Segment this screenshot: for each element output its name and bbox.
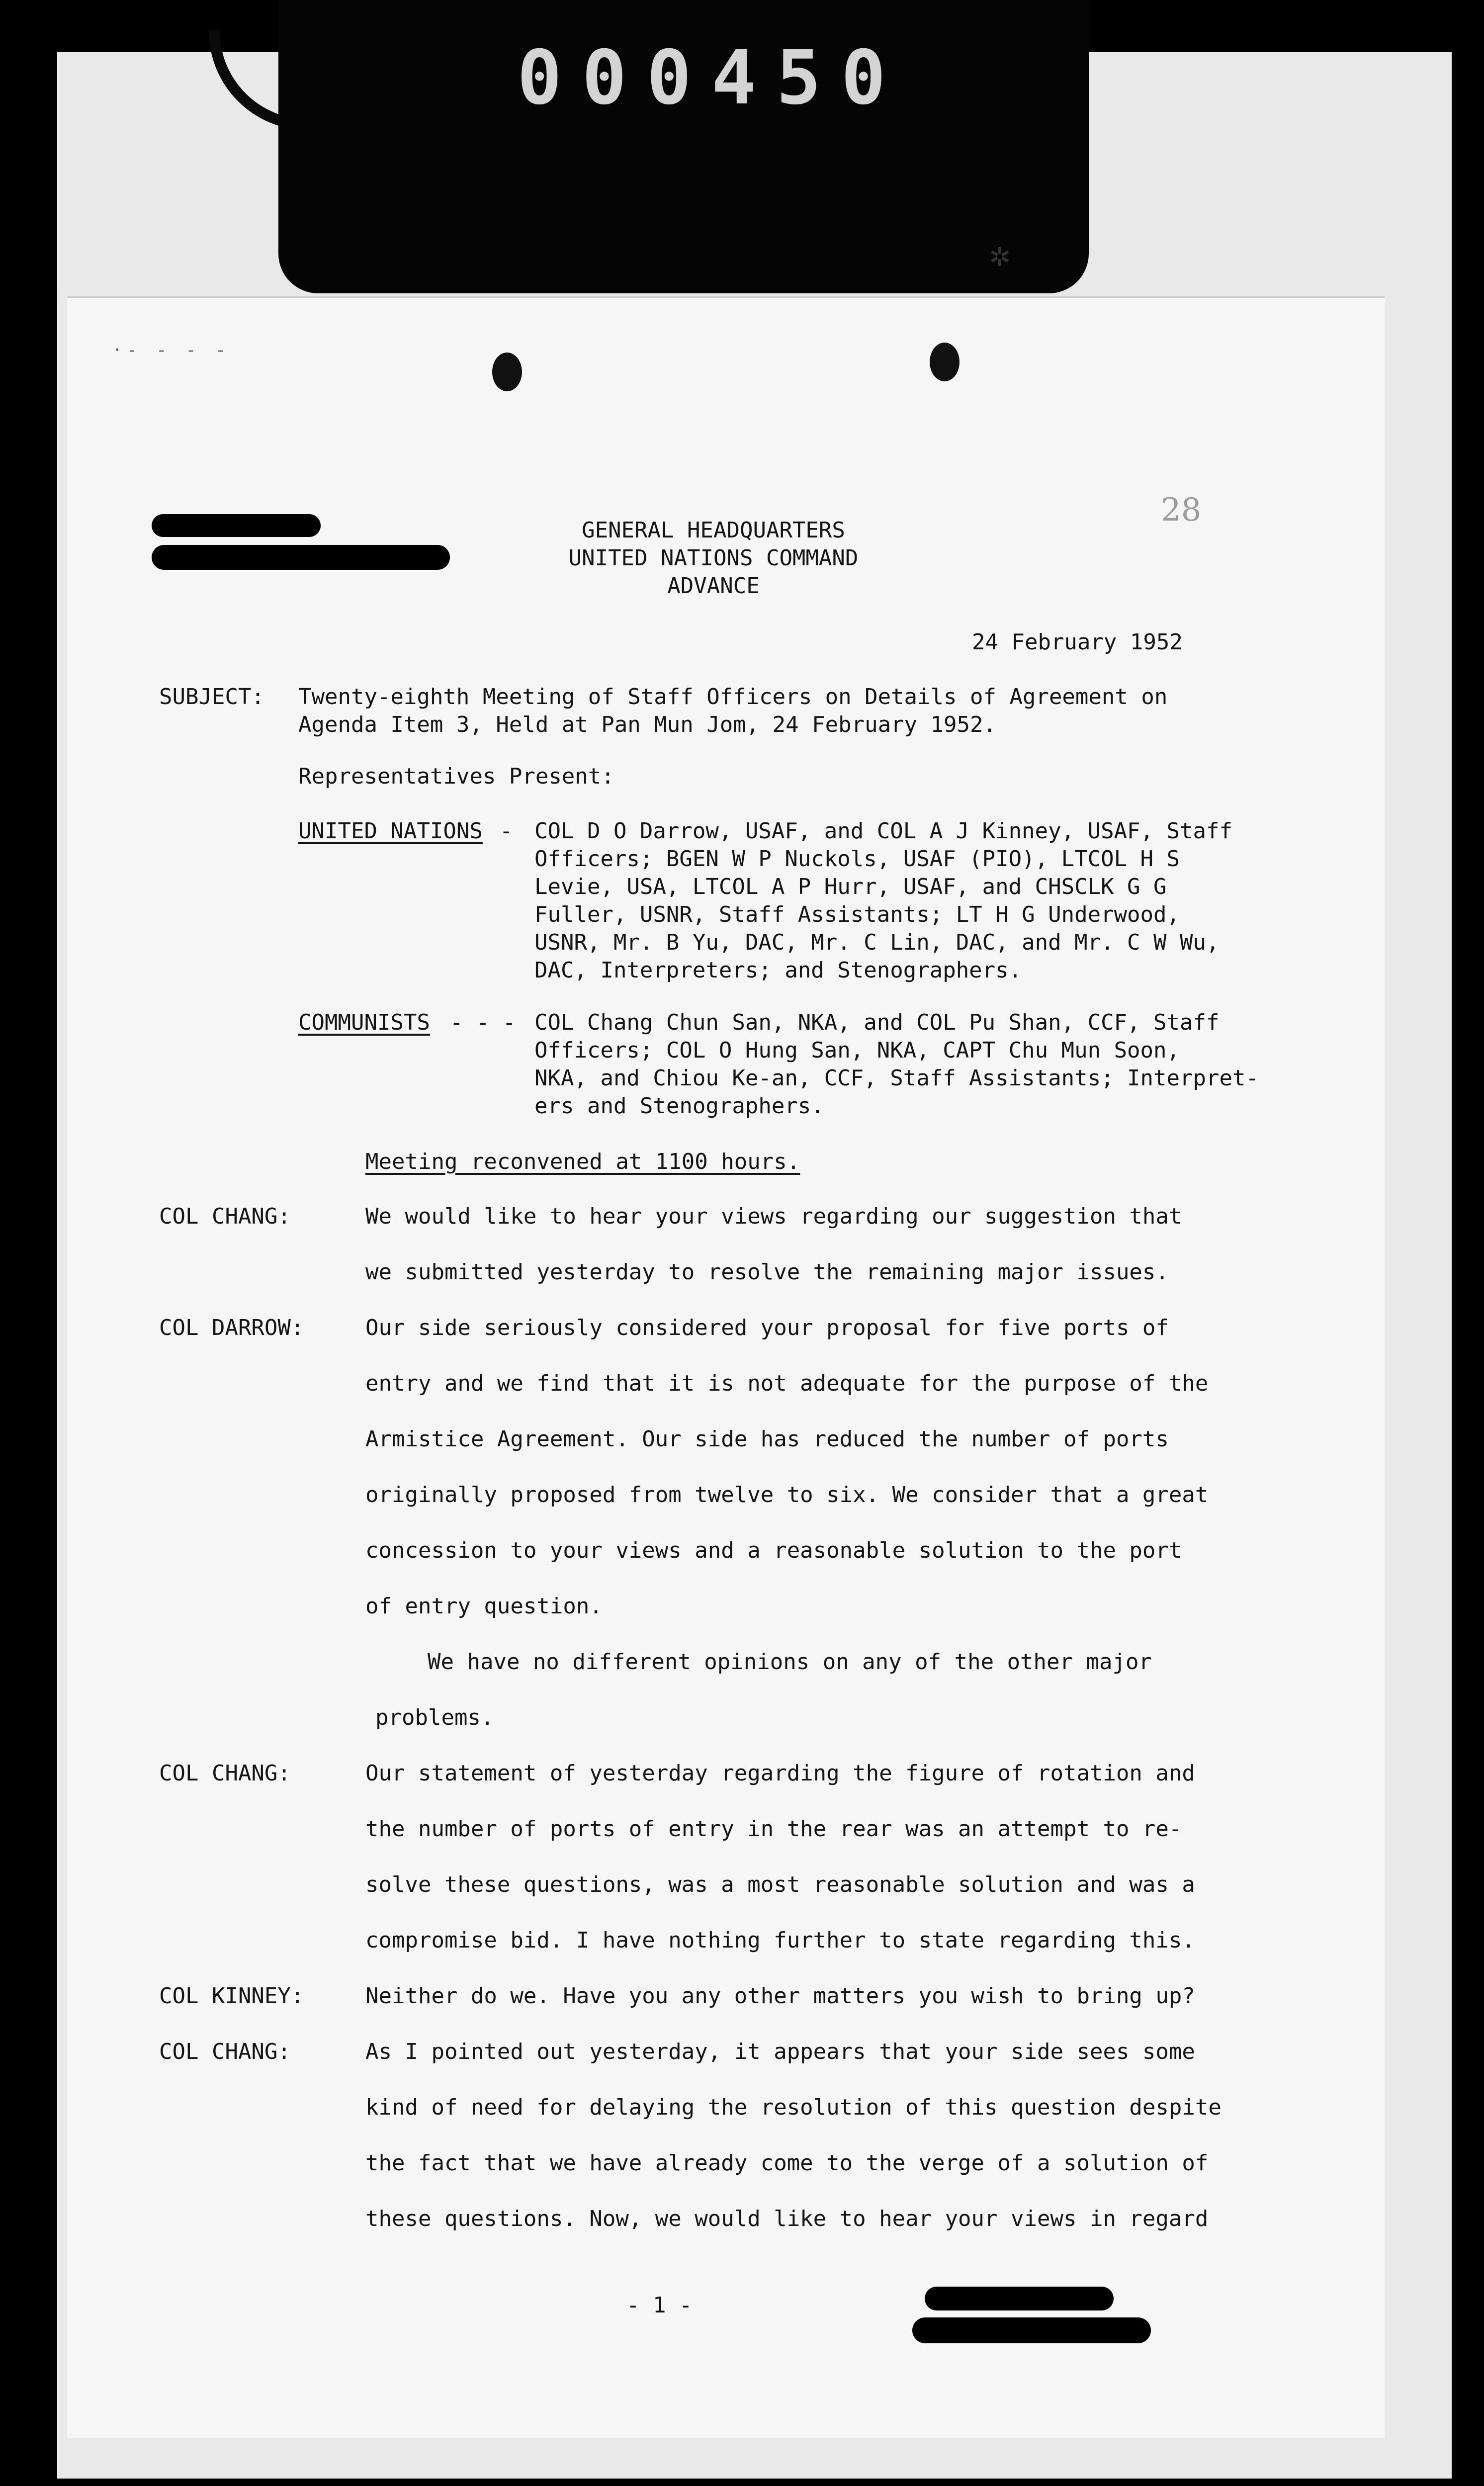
punch-hole-right	[930, 343, 960, 381]
communists-line-2: Officers; COL O Hung San, NKA, CAPT Chu Mun Soon,	[534, 1038, 1180, 1063]
transcript-line: we submitted yesterday to resolve the remaining major issues.	[365, 1259, 1169, 1285]
header-line-1: GENERAL HEADQUARTERS	[582, 518, 845, 543]
punch-hole-left	[492, 353, 522, 391]
communists-line-3: NKA, and Chiou Ke-an, CCF, Staff Assistants; Interpret-	[534, 1065, 1259, 1091]
redaction-top-2	[152, 545, 450, 570]
header-line-3: ADVANCE	[667, 573, 760, 599]
transcript-line: entry and we find that it is not adequate for the purpose of the	[365, 1371, 1209, 1396]
transcript-line: originally proposed from twelve to six. We consider that a great	[365, 1482, 1209, 1508]
un-line-2: Officers; BGEN W P Nuckols, USAF (PIO), LTCOL H S	[534, 846, 1180, 872]
un-label: UNITED NATIONS	[298, 818, 483, 844]
subject-line-1: Twenty-eighth Meeting of Staff Officers on Details of Agreement on	[298, 684, 1168, 710]
communists-line-4: ers and Stenographers.	[534, 1093, 824, 1119]
speaker-label: COL CHANG:	[159, 2039, 291, 2064]
speaker-label: COL CHANG:	[159, 1204, 291, 1229]
transcript-line: As I pointed out yesterday, it appears that your side sees some	[365, 2039, 1195, 2064]
transcript-line: We would like to hear your views regarding our suggestion that	[365, 1204, 1182, 1229]
communists-line-1: COL Chang Chun San, NKA, and COL Pu Shan, CCF, Staff	[534, 1010, 1220, 1035]
document-page	[67, 296, 1385, 2438]
transcript-line: solve these questions, was a most reasonable solution and was a	[365, 1872, 1195, 1897]
frame-number: 000450	[517, 35, 906, 121]
communists-dash: - - -	[450, 1010, 516, 1035]
representatives-heading: Representatives Present:	[298, 764, 614, 789]
page-number: - 1 -	[626, 2293, 693, 2318]
un-line-3: Levie, USA, LTCOL A P Hurr, USAF, and CHSCLK G G	[534, 874, 1167, 899]
transcript-line: We have no different opinions on any of the other major	[428, 1649, 1152, 1675]
transcript-line: problems.	[375, 1705, 494, 1730]
document-date: 24 February 1952	[972, 629, 1183, 655]
subject-line-2: Agenda Item 3, Held at Pan Mun Jom, 24 February 1952.	[298, 712, 996, 737]
redaction-bottom-2	[912, 2317, 1151, 2343]
un-line-4: Fuller, USNR, Staff Assistants; LT H G Underwood,	[534, 902, 1180, 927]
clip-mark: ✲	[989, 234, 1011, 274]
redaction-bottom-1	[925, 2287, 1114, 2310]
subject-label: SUBJECT:	[159, 684, 264, 710]
redaction-top-1	[152, 514, 321, 537]
transcript-line: concession to your views and a reasonable solution to the port	[365, 1538, 1182, 1563]
transcript-line: the number of ports of entry in the rear was an attempt to re-	[365, 1816, 1182, 1842]
header-line-2: UNITED NATIONS COMMAND	[568, 545, 859, 571]
transcript-line: these questions. Now, we would like to hear your views in regard	[365, 2206, 1209, 2231]
transcript-line: Armistice Agreement. Our side has reduced the number of ports	[365, 1426, 1169, 1452]
un-dash: -	[500, 818, 513, 844]
meeting-opening: Meeting reconvened at 1100 hours.	[365, 1149, 800, 1174]
transcript-line: kind of need for delaying the resolution of this question despite	[365, 2095, 1222, 2120]
transcript-line: compromise bid. I have nothing further to state regarding this.	[365, 1928, 1195, 1953]
film-clip	[278, 0, 1089, 293]
transcript-line: the fact that we have already come to the verge of a solution of	[365, 2150, 1209, 2176]
un-line-6: DAC, Interpreters; and Stenographers.	[534, 958, 1022, 983]
speaker-label: COL KINNEY:	[159, 1983, 304, 2009]
corner-tick-marks: ·- - - -	[112, 340, 230, 360]
transcript-line: Neither do we. Have you any other matters you wish to bring up?	[365, 1983, 1195, 2009]
transcript-line: of entry question.	[365, 1594, 603, 1619]
transcript-line: Our side seriously considered your proposal for five ports of	[365, 1315, 1169, 1340]
un-line-1: COL D O Darrow, USAF, and COL A J Kinney, USAF, Staff	[534, 818, 1232, 844]
speaker-label: COL DARROW:	[159, 1315, 304, 1340]
communists-label: COMMUNISTS	[298, 1010, 430, 1035]
speaker-label: COL CHANG:	[159, 1761, 291, 1786]
handwritten-page-mark: 28	[1161, 492, 1202, 529]
un-line-5: USNR, Mr. B Yu, DAC, Mr. C Lin, DAC, and Mr. C W Wu,	[534, 930, 1220, 955]
transcript-line: Our statement of yesterday regarding the figure of rotation and	[365, 1761, 1195, 1786]
